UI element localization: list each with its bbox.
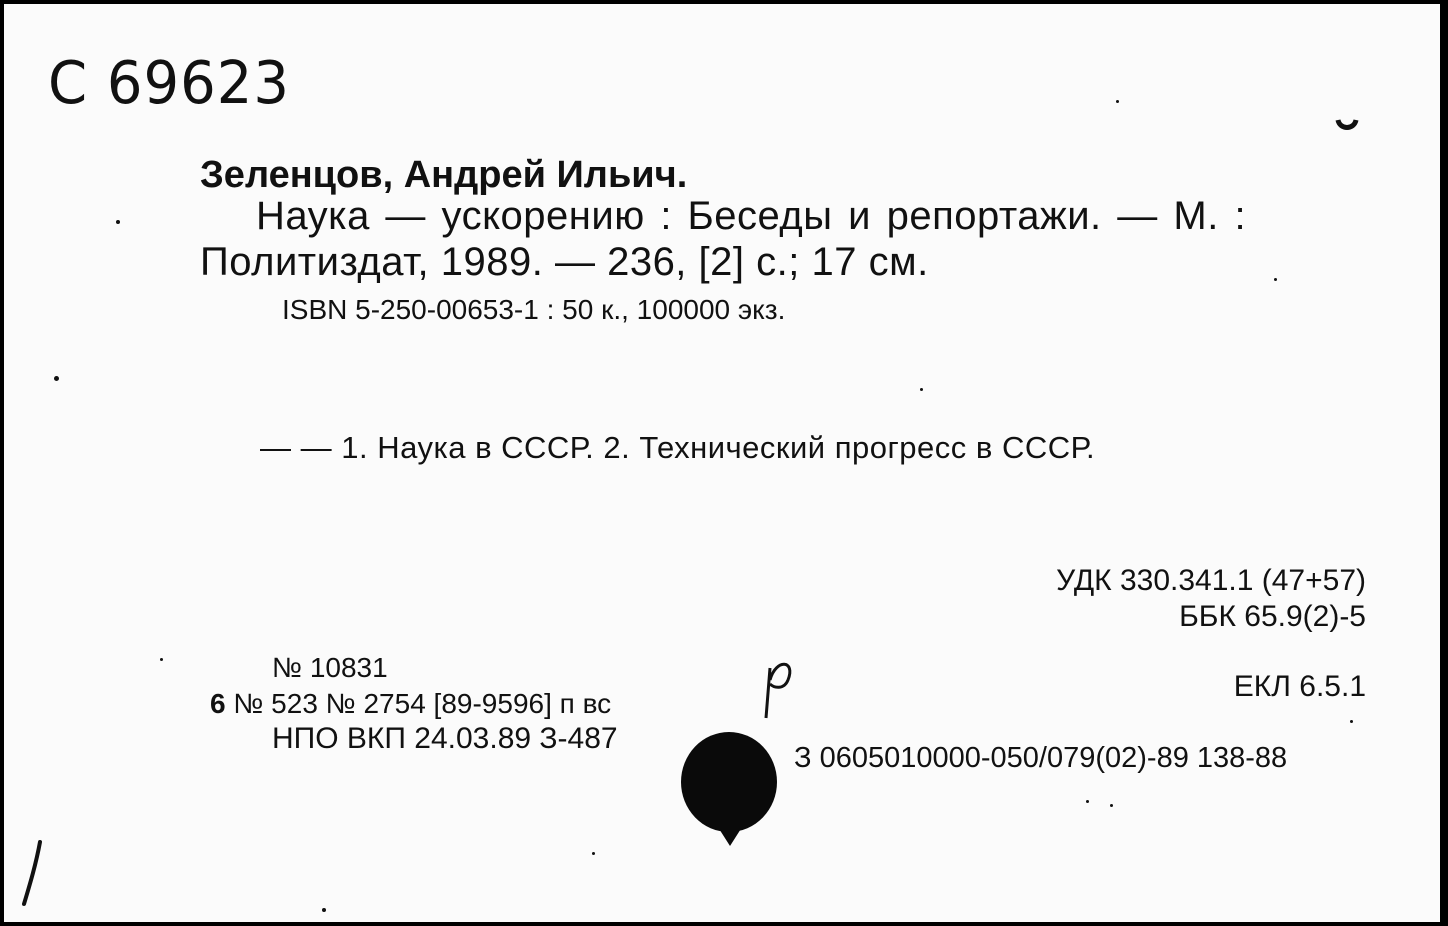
speck [160, 658, 163, 661]
speck [1116, 100, 1119, 103]
speck [1274, 278, 1277, 281]
title-line-1: Наука — ускорению : Беседы и репортажи. — М. : [256, 194, 1247, 238]
ekl-code: ЕКЛ 6.5.1 [1233, 670, 1366, 703]
registry-prefix: 6 [210, 688, 226, 719]
speck [1350, 720, 1353, 723]
speck [116, 220, 120, 224]
punch-hole-mark [681, 732, 777, 832]
pencil-stroke-mark [24, 842, 40, 904]
card-marks [4, 4, 1440, 922]
registry-line-1: № 10831 [272, 652, 388, 683]
author-heading: Зеленцов, Андрей Ильич. [200, 154, 688, 196]
call-number: С 69623 [48, 49, 291, 118]
speck [322, 908, 326, 912]
punch-hole-tail [716, 824, 744, 846]
registry-numbers: № 523 № 2754 [89-9596] п вс [233, 688, 612, 719]
title-line-2: Политиздат, 1989. — 236, [2] с.; 17 см. [200, 240, 929, 284]
publisher-code: З 0605010000-050/079(02)-89 138-88 [794, 742, 1288, 774]
speck [592, 852, 595, 855]
registry-line-3: НПО ВКП 24.03.89 З-487 [272, 722, 618, 755]
subject-headings: — — 1. Наука в СССР. 2. Технический прогресс в СССР. [260, 430, 1096, 465]
catalog-card [4, 4, 1440, 922]
speck [1086, 800, 1089, 803]
isbn-line: ISBN 5-250-00653-1 : 50 к., 100000 экз. [282, 294, 786, 325]
udk-code: УДК 330.341.1 (47+57) [1056, 564, 1366, 597]
speck [1110, 804, 1113, 807]
bbk-code: ББК 65.9(2)-5 [1179, 600, 1366, 633]
speck [54, 376, 59, 381]
corner-mark [1338, 120, 1356, 128]
speck [920, 388, 923, 391]
handwritten-mark [766, 664, 790, 718]
